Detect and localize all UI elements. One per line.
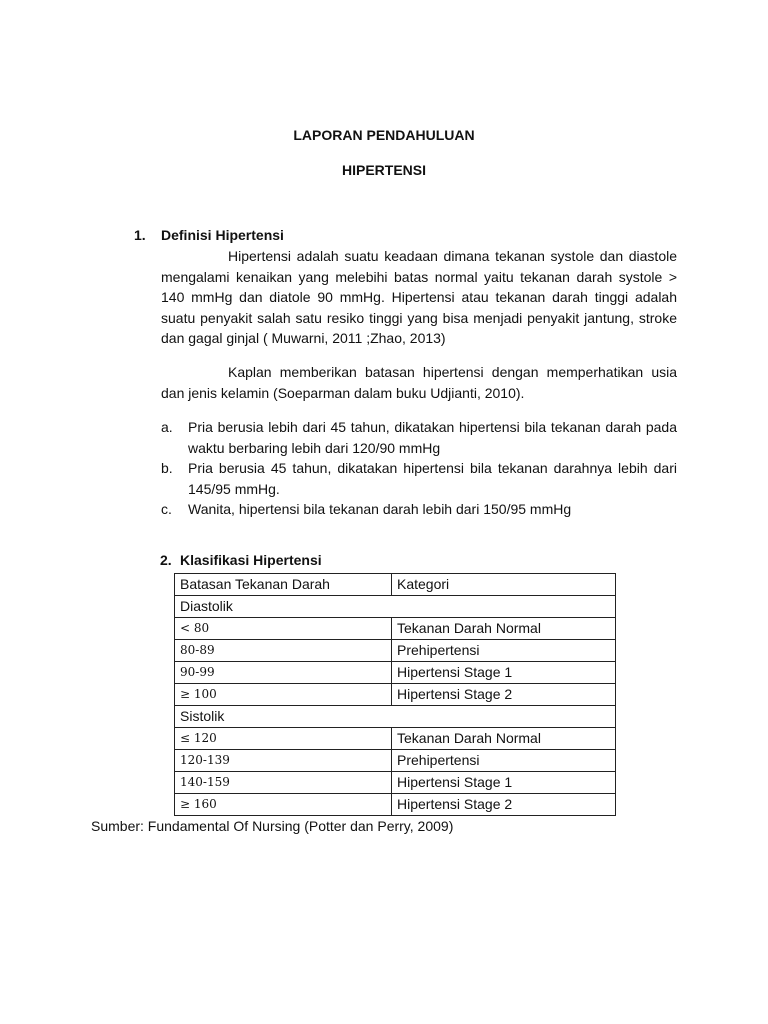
group-label-sistolik: Sistolik [175, 706, 616, 728]
list-item-text: Pria berusia 45 tahun, dikatakan hipertensi bila tekanan darahnya lebih dari 145/95 mmHg. [188, 460, 677, 497]
table-cell-range: ≥ 160 [175, 794, 392, 816]
section-heading-klasifikasi [160, 552, 322, 568]
table-cell-category: Hipertensi Stage 1 [392, 772, 616, 794]
table-cell-category: Tekanan Darah Normal [392, 618, 616, 640]
table-row [175, 750, 616, 772]
list-item [161, 499, 677, 520]
table-group-row [175, 706, 616, 728]
table-group-row [175, 596, 616, 618]
section-title: Klasifikasi Hipertensi [180, 552, 322, 568]
table-header-row [175, 574, 616, 596]
table-cell-range: ≥ 100 [175, 684, 392, 706]
table-cell-range: < 80 [175, 618, 392, 640]
table-cell-range: 90-99 [175, 662, 392, 684]
table-row [175, 662, 616, 684]
table-cell-category: Hipertensi Stage 2 [392, 794, 616, 816]
table-cell-category: Hipertensi Stage 1 [392, 662, 616, 684]
list-item-text: Pria berusia lebih dari 45 tahun, dikatakan hipertensi bila tekanan darah pada waktu berbaring lebih dari 120/90 mmHg [188, 419, 677, 456]
table-row [175, 640, 616, 662]
section-number: 1. [134, 227, 146, 243]
table-cell-category: Hipertensi Stage 2 [392, 684, 616, 706]
paragraph-kaplan: Kaplan memberikan batasan hipertensi dengan memperhatikan usia dan jenis kelamin (Soeparman dalam buku Udjianti, 2010). [161, 364, 677, 401]
list-marker: c. [161, 501, 172, 517]
section-title: Definisi Hipertensi [161, 227, 284, 243]
table-row [175, 618, 616, 640]
table-cell-category: Tekanan Darah Normal [392, 728, 616, 750]
section-number: 2. [160, 552, 172, 568]
table-cell-range: 80-89 [175, 640, 392, 662]
table-cell-range: 140-159 [175, 772, 392, 794]
table-cell-category: Prehipertensi [392, 750, 616, 772]
header-cell-batasan: Batasan Tekanan Darah [175, 574, 392, 596]
header-cell-kategori: Kategori [392, 574, 616, 596]
source-citation: Sumber: Fundamental Of Nursing (Potter dan Perry, 2009) [91, 818, 454, 834]
table-row [175, 728, 616, 750]
list-item-text: Wanita, hipertensi bila tekanan darah lebih dari 150/95 mmHg [188, 501, 572, 517]
table-cell-range: 120-139 [175, 750, 392, 772]
table-cell-range: ≤ 120 [175, 728, 392, 750]
list-marker: a. [161, 419, 173, 435]
classification-table [174, 573, 616, 816]
paragraph-definition: Hipertensi adalah suatu keadaan dimana tekanan systole dan diastole mengalami kenaikan yang melebihi batas normal yaitu tekanan darah systole > 140 mmHg dan diatole 90 mmHg. Hipertensi atau tekanan darah tinggi adalah suatu penyakit salah satu resiko tinggi yang bisa menjadi penyakit jantung, stroke dan gagal ginjal ( Muwarni, 2011 ;Zhao, 2013) [161, 248, 677, 346]
table-cell-category: Prehipertensi [392, 640, 616, 662]
list-item [161, 458, 677, 499]
table-row [175, 684, 616, 706]
document-title: LAPORAN PENDAHULUAN [293, 127, 475, 143]
table-row [175, 794, 616, 816]
list-marker: b. [161, 460, 173, 476]
section-heading-definisi [134, 227, 284, 243]
group-label-diastolik: Diastolik [175, 596, 616, 618]
document-subtitle: HIPERTENSI [341, 162, 426, 178]
list-item [161, 417, 677, 458]
criteria-list [161, 417, 677, 520]
table-row [175, 772, 616, 794]
